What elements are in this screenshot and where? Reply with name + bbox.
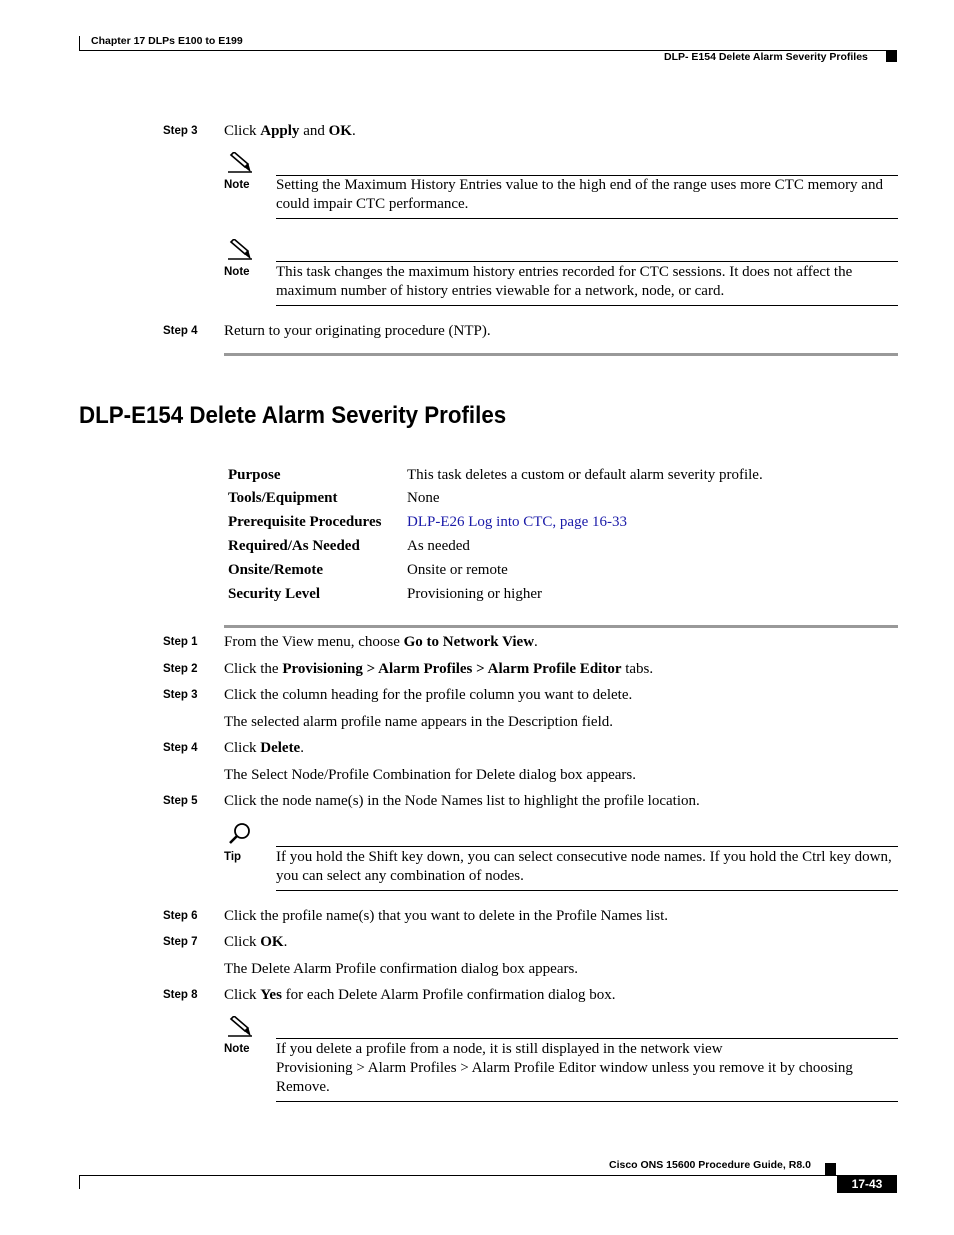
table-end-rule	[224, 625, 898, 628]
tip-text: If you hold the Shift key down, you can select consecutive node names. If you hold the Ctrl key down, you can select any combination of nodes.	[276, 849, 892, 884]
step-label: Step 4	[163, 742, 198, 754]
step-label: Step 7	[163, 936, 198, 948]
footer-guide: Cisco ONS 15600 Procedure Guide, R8.0	[609, 1159, 811, 1171]
note-label: Note	[224, 179, 250, 191]
tip-rule-top	[276, 846, 898, 847]
note-text: This task changes the maximum history entries recorded for CTC sessions. It does not affect the maximum number of history entries viewable for a network, node, or card.	[276, 264, 853, 299]
note-label: Note	[224, 1043, 250, 1055]
step-label: Step 3	[163, 689, 198, 701]
page-title: DLP-E154 Delete Alarm Severity Profiles	[79, 402, 507, 429]
pencil-icon	[228, 152, 252, 174]
footer-marker	[825, 1163, 836, 1175]
section-end-rule	[224, 353, 898, 356]
step-label: Step 4	[163, 325, 198, 337]
note-rule-bottom	[276, 1101, 898, 1102]
required-label: Required/As Needed	[228, 538, 360, 554]
step-text: Click Apply and OK.	[224, 123, 356, 139]
note-rule-bottom	[276, 218, 898, 219]
step-label: Step 2	[163, 663, 198, 675]
page-number: 17-43	[851, 1177, 883, 1191]
header-chapter: Chapter 17 DLPs E100 to E199	[91, 35, 243, 47]
step-label: Step 6	[163, 910, 198, 922]
security-value: Provisioning or higher	[407, 586, 542, 602]
security-label: Security Level	[228, 586, 321, 602]
tools-label: Tools/Equipment	[228, 490, 338, 506]
step-text: Click the Provisioning > Alarm Profiles > Alarm Profile Editor tabs.	[224, 661, 654, 677]
step-label: Step 3	[163, 125, 198, 137]
footer-left-bar	[79, 1175, 80, 1189]
tip-rule-bottom	[276, 890, 898, 891]
step-text: Click the node name(s) in the Node Names list to highlight the profile location.	[224, 793, 700, 809]
step-text: Click Yes for each Delete Alarm Profile confirmation dialog box.	[224, 987, 616, 1003]
purpose-label: Purpose	[228, 467, 281, 483]
step-text: Return to your originating procedure (NTP).	[224, 323, 491, 339]
tip-label: Tip	[224, 851, 242, 863]
note-label: Note	[224, 266, 250, 278]
note-rule-top	[276, 261, 898, 262]
prereq-link[interactable]: DLP-E26 Log into CTC, page 16-33	[407, 514, 627, 530]
step-text: Click the profile name(s) that you want to delete in the Profile Names list.	[224, 908, 669, 924]
step-result: The Delete Alarm Profile confirmation dialog box appears.	[224, 961, 579, 977]
note-rule-top	[276, 1038, 898, 1039]
pencil-icon	[228, 239, 252, 261]
onsite-value: Onsite or remote	[407, 562, 508, 578]
step-label: Step 5	[163, 795, 198, 807]
footer-rule	[79, 1175, 897, 1176]
note-rule-bottom	[276, 305, 898, 306]
step-label: Step 8	[163, 989, 198, 1001]
header-marker	[886, 50, 897, 62]
note-text: Setting the Maximum History Entries value to the high end of the range uses more CTC memory and could impair CTC performance.	[276, 177, 883, 212]
magnifier-icon	[228, 822, 252, 846]
step-result: The Select Node/Profile Combination for Delete dialog box appears.	[224, 767, 636, 783]
step-text: Click OK.	[224, 934, 288, 950]
step-text: Click Delete.	[224, 740, 304, 756]
purpose-value: This task deletes a custom or default alarm severity profile.	[407, 467, 763, 483]
header-left-bar	[79, 36, 80, 51]
note-text-line1: If you delete a profile from a node, it is still displayed in the network view	[276, 1041, 723, 1057]
tools-value: None	[407, 490, 440, 506]
header-section: DLP- E154 Delete Alarm Severity Profiles	[664, 51, 868, 63]
required-value: As needed	[407, 538, 470, 554]
prereq-label: Prerequisite Procedures	[228, 514, 382, 530]
pencil-icon	[228, 1016, 252, 1038]
note-text-line2: Provisioning > Alarm Profiles > Alarm Profile Editor window unless you remove it by choosing Remove.	[276, 1060, 853, 1095]
onsite-label: Onsite/Remote	[228, 562, 323, 578]
step-result: The selected alarm profile name appears in the Description field.	[224, 714, 614, 730]
step-text: From the View menu, choose Go to Network View.	[224, 634, 538, 650]
step-label: Step 1	[163, 636, 198, 648]
step-text: Click the column heading for the profile column you want to delete.	[224, 687, 633, 703]
